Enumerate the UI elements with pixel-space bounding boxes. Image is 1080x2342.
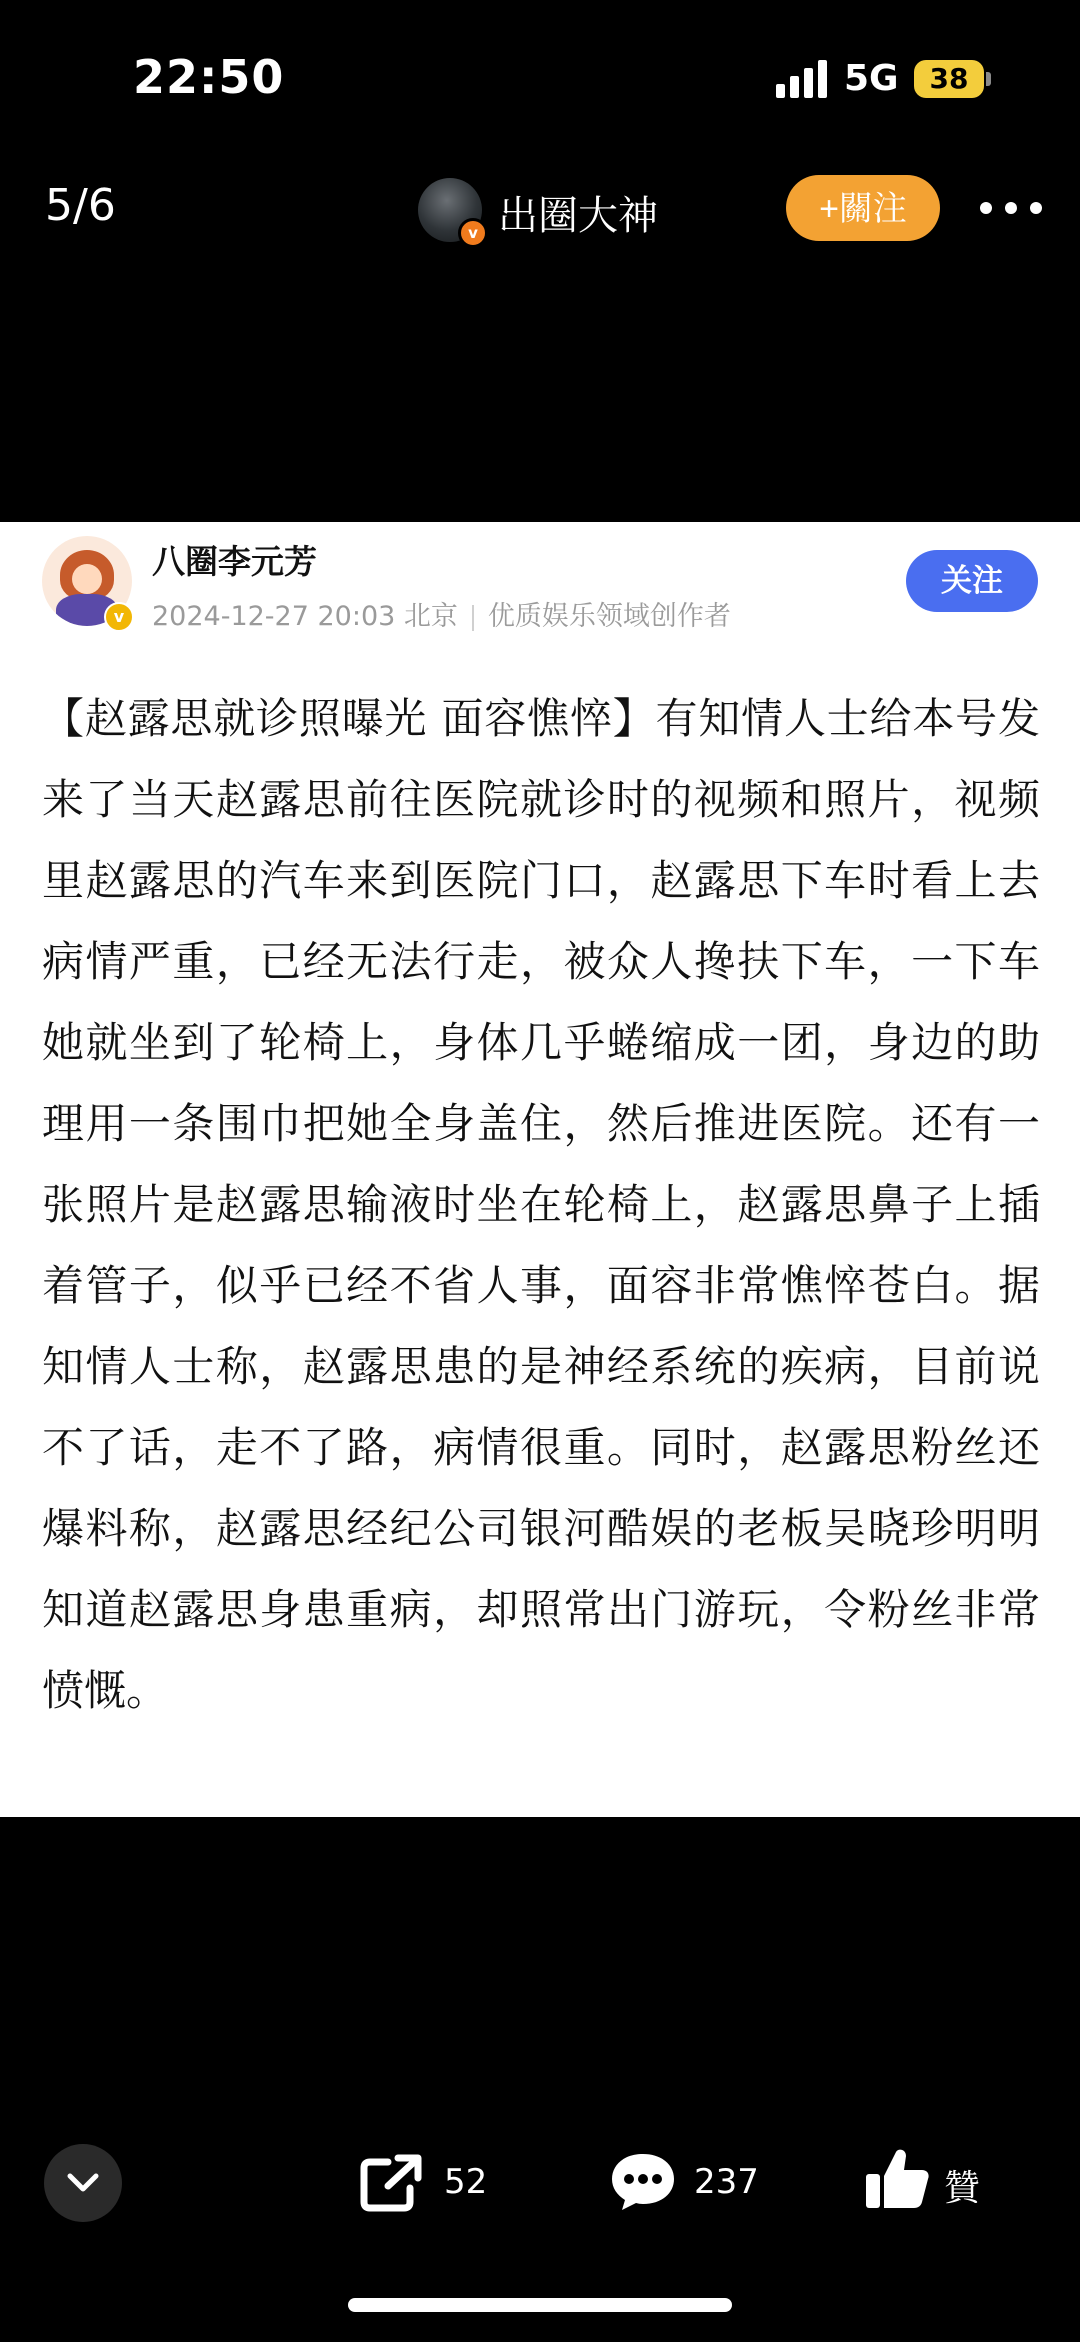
signal-icon bbox=[776, 60, 828, 98]
poster-name: 八圈李元芳 bbox=[152, 542, 317, 581]
more-options-icon[interactable] bbox=[980, 196, 1042, 220]
chevron-down-icon bbox=[66, 2170, 100, 2196]
share-icon[interactable] bbox=[358, 2152, 424, 2212]
verified-icon: v bbox=[458, 218, 488, 248]
post-image[interactable] bbox=[0, 522, 1080, 1817]
share-count: 52 bbox=[444, 2162, 488, 2202]
home-indicator[interactable] bbox=[348, 2298, 732, 2312]
verified-icon: v bbox=[104, 602, 134, 632]
post-date: 2024-12-27 20:03 bbox=[152, 601, 396, 632]
post-body: 【赵露思就诊照曝光 面容憔悴】有知情人士给本号发来了当天赵露思前往医院就诊时的视频和照片，视频里赵露思的汽车来到医院门口，赵露思下车时看上去病情严重，已经无法行走，被众人搀扶下车，一下车她就坐到了轮椅上，身体几乎蜷缩成一团，身边的助理用一条围巾把她全身盖住，然后推进医院。还有一张照片是赵露思输液时坐在轮椅上，赵露思鼻子上插着管子，似乎已经不省人事，面容非常憔悴苍白。据知情人士称，赵露思患的是神经系统的疾病，目前说不了话，走不了路，病情很重。同时，赵露思粉丝还爆料称，赵露思经纪公司银河酷娱的老板吴晓珍明明知道赵露思身患重病，却照常出门游玩，令粉丝非常愤慨。 bbox=[42, 694, 1040, 1715]
network-type: 5G bbox=[844, 58, 899, 99]
post-follow-button: 关注 bbox=[906, 550, 1038, 612]
battery-tip bbox=[986, 72, 991, 86]
page-counter: 5/6 bbox=[45, 180, 116, 231]
comment-icon[interactable] bbox=[608, 2150, 678, 2214]
author-name[interactable]: 出圈大神 bbox=[498, 193, 658, 239]
thumbs-up-icon[interactable] bbox=[864, 2146, 930, 2212]
battery-icon: 38 bbox=[914, 60, 984, 98]
collapse-button[interactable] bbox=[44, 2144, 122, 2222]
comment-count: 237 bbox=[694, 2162, 759, 2202]
creator-badge: 优质娱乐领域创作者 bbox=[487, 601, 731, 632]
post-meta bbox=[152, 594, 731, 633]
status-time: 22:50 bbox=[133, 50, 285, 104]
like-label: 贊 bbox=[944, 2168, 981, 2209]
post-location: 北京 bbox=[403, 601, 458, 632]
follow-button[interactable]: +關注 bbox=[786, 175, 940, 241]
